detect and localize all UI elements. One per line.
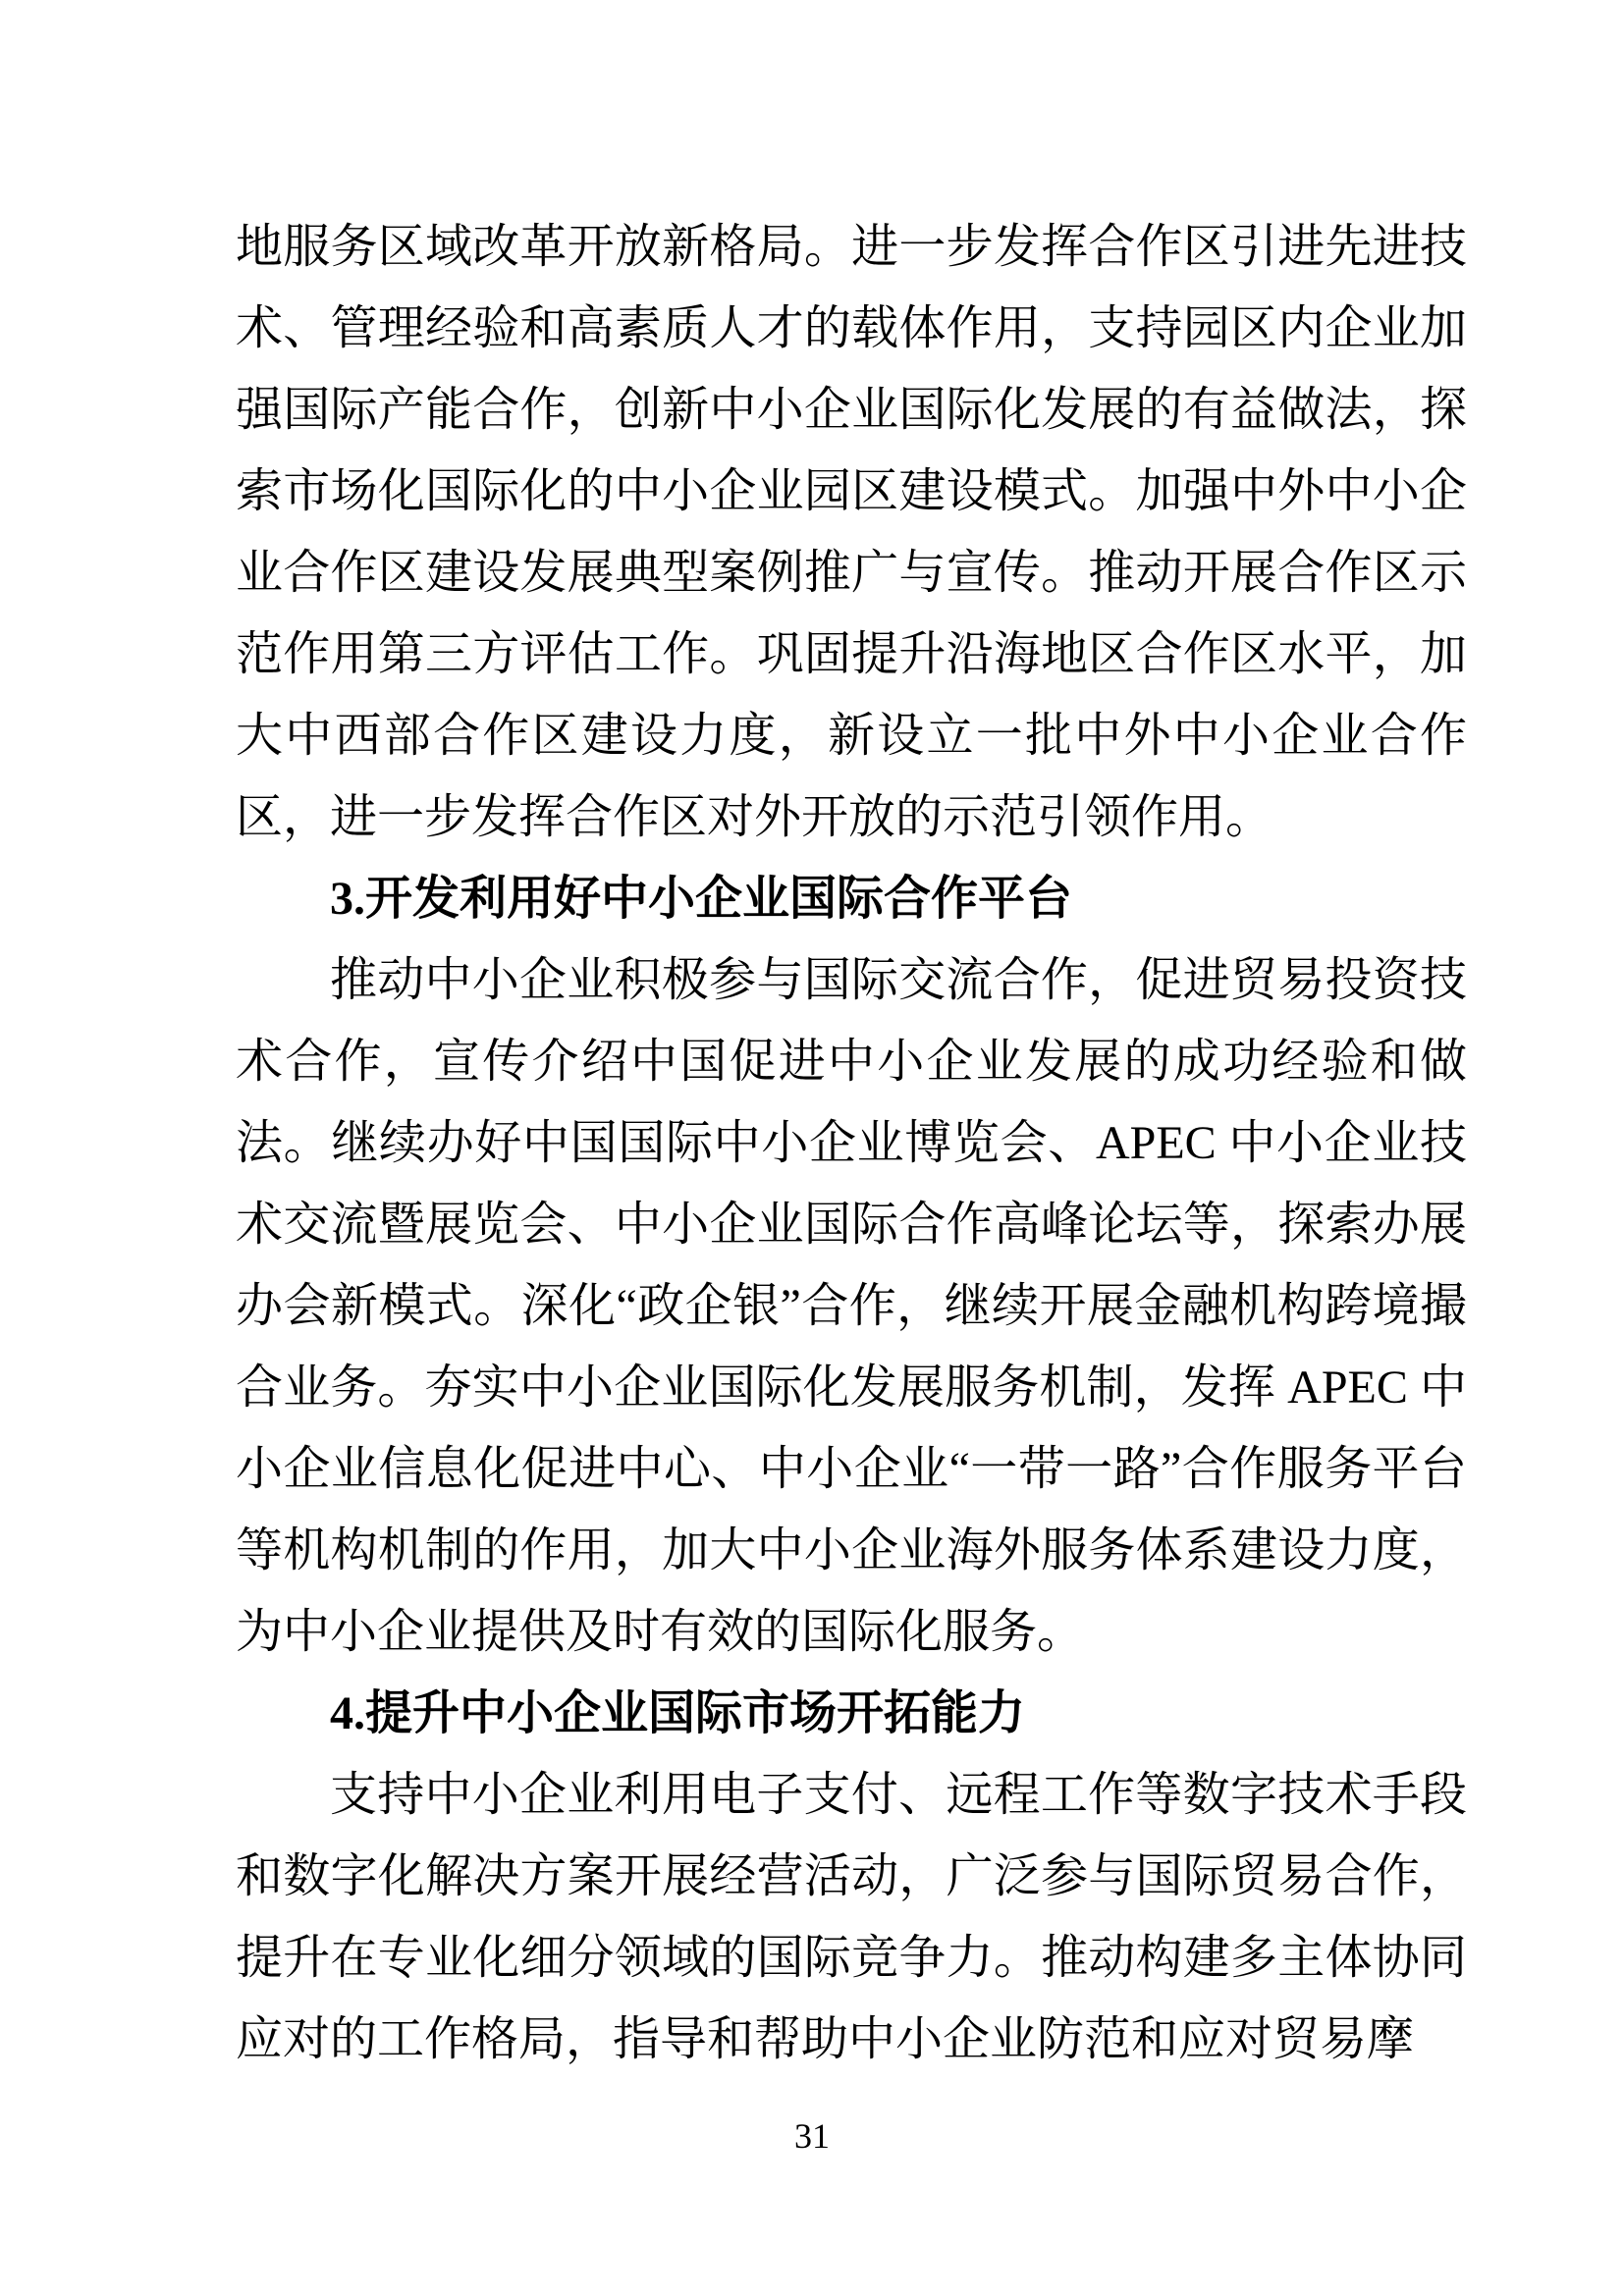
paragraph-section-3: 推动中小企业积极参与国际交流合作，促进贸易投资技术合作，宣传介绍中国促进中小企业发展的成功经验和做法。继续办好中国国际中小企业博览会、APEC 中小企业技术交流暨展览会、中小企业国际合作高峰论坛等，探索办展办会新模式。深化“政企银”合作，继续开展金融机构跨境撮合业务。夯实中小企业国际化发展服务机制，发挥 APEC 中小企业信息化促进中心、中小企业“一带一路”合作服务平台等机构机制的作用，加大中小企业海外服务体系建设力度，为中小企业提供及时有效的国际化服务。 bbox=[236, 954, 1467, 1658]
page-number: 31 bbox=[794, 2116, 830, 2156]
section-heading-4: 4.提升中小企业国际市场开拓能力 bbox=[330, 1687, 1026, 1739]
section-heading-3: 3.开发利用好中小企业国际合作平台 bbox=[330, 873, 1073, 925]
paragraph-continuation-section-2: 地服务区域改革开放新格局。进一步发挥合作区引进先进技术、管理经验和高素质人才的载体作用，支持园区内企业加强国际产能合作，创新中小企业国际化发展的有益做法，探索市场化国际化的中小企业园区建设模式。加强中外中小企业合作区建设发展典型案例推广与宣传。推动开展合作区示范作用第三方评估工作。巩固提升沿海地区合作区水平，加大中西部合作区建设力度，新设立一批中外中小企业合作区，进一步发挥合作区对外开放的示范引领作用。 bbox=[236, 221, 1467, 843]
paragraph-section-4: 支持中小企业利用电子支付、远程工作等数字技术手段和数字化解决方案开展经营活动，广泛参与国际贸易合作，提升在专业化细分领域的国际竞争力。推动构建多主体协同应对的工作格局，指导和帮助中小企业防范和应对贸易摩 bbox=[236, 1769, 1467, 2065]
